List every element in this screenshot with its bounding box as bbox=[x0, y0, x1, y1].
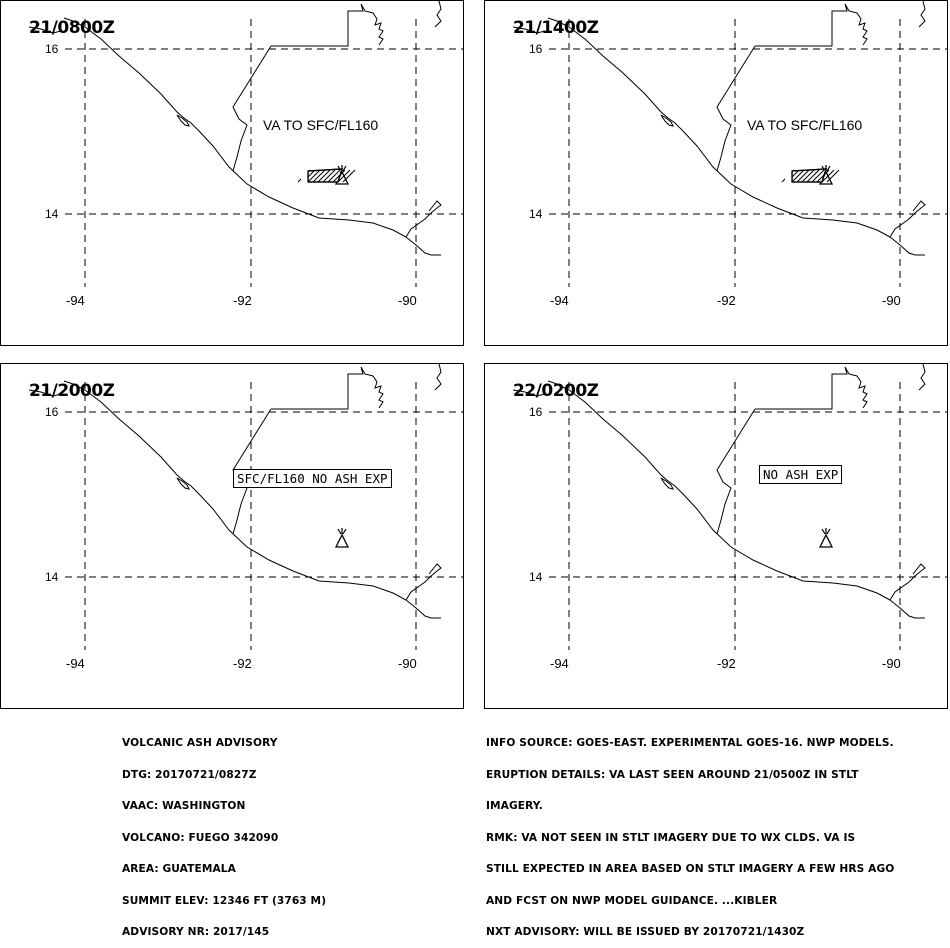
advisory-line: VOLCANIC ASH ADVISORY bbox=[122, 737, 278, 749]
advisory-line: VAAC: WASHINGTON bbox=[122, 800, 246, 812]
volcano-plume-icon bbox=[338, 528, 346, 534]
advisory-line: INFO SOURCE: GOES-EAST. EXPERIMENTAL GOES-16. NWP MODELS. bbox=[486, 737, 894, 749]
ash-note: VA TO SFC/FL160 bbox=[263, 117, 379, 133]
lat-label-16: 16 bbox=[45, 42, 59, 56]
map-panel-2 bbox=[484, 0, 948, 346]
map-panel-4 bbox=[484, 363, 948, 709]
panel-time-label: 21/1400Z bbox=[513, 18, 599, 38]
lat-label-14: 14 bbox=[529, 570, 543, 584]
advisory-left-text bbox=[122, 717, 326, 948]
map-panel-1 bbox=[0, 0, 464, 346]
advisory-line: AND FCST ON NWP MODEL GUIDANCE. ...KIBLER bbox=[486, 894, 778, 907]
coastline bbox=[64, 18, 441, 255]
country-border bbox=[890, 564, 925, 600]
advisory-line: RMK: VA NOT SEEN IN STLT IMAGERY DUE TO WX CLDS. VA IS bbox=[486, 831, 856, 844]
country-border bbox=[755, 4, 867, 46]
country-border bbox=[717, 46, 755, 171]
coastline bbox=[435, 1, 441, 27]
advisory-line: SUMMIT ELEV: 12346 FT (3763 M) bbox=[122, 894, 327, 907]
lat-label-16: 16 bbox=[529, 42, 543, 56]
advisory-line: AREA: GUATEMALA bbox=[122, 863, 236, 875]
lon-label-94: -94 bbox=[550, 293, 569, 308]
advisory-line: ERUPTION DETAILS: VA LAST SEEN AROUND 21/0500Z IN STLT bbox=[486, 768, 859, 781]
lon-label-92: -92 bbox=[233, 656, 252, 671]
volcano-icon bbox=[820, 535, 832, 547]
country-border bbox=[755, 367, 867, 409]
country-border bbox=[406, 564, 441, 600]
lon-label-90: -90 bbox=[882, 293, 901, 308]
country-border bbox=[890, 201, 925, 237]
lon-label-94: -94 bbox=[66, 656, 85, 671]
coastline bbox=[64, 381, 441, 618]
advisory-right-text bbox=[486, 717, 894, 948]
ash-clip bbox=[785, 166, 792, 186]
ash-hatch bbox=[343, 170, 355, 182]
ash-clip bbox=[301, 166, 308, 186]
coastline bbox=[435, 364, 441, 390]
advisory-line: NXT ADVISORY: WILL BE ISSUED BY 20170721/1430Z bbox=[486, 926, 805, 938]
lon-label-90: -90 bbox=[398, 656, 417, 671]
advisory-line: DTG: 20170721/0827Z bbox=[122, 768, 257, 781]
lon-label-92: -92 bbox=[233, 293, 252, 308]
advisory-line: IMAGERY. bbox=[486, 800, 543, 812]
no-ash-note: SFC/FL160 NO ASH EXP bbox=[233, 469, 392, 488]
country-border bbox=[717, 409, 755, 534]
advisory-line: STILL EXPECTED IN AREA BASED ON STLT IMAGERY A FEW HRS AGO bbox=[486, 863, 895, 875]
lon-label-90: -90 bbox=[398, 293, 417, 308]
country-border bbox=[406, 201, 441, 237]
lon-label-94: -94 bbox=[550, 656, 569, 671]
coastline bbox=[919, 364, 925, 390]
no-ash-note: NO ASH EXP bbox=[759, 465, 842, 484]
country-border bbox=[233, 46, 271, 171]
country-border bbox=[271, 367, 383, 409]
ash-hatch bbox=[827, 170, 839, 182]
advisory-line: VOLCANO: FUEGO 342090 bbox=[122, 831, 279, 844]
volcano-plume-icon bbox=[822, 528, 830, 534]
lat-label-14: 14 bbox=[45, 207, 59, 221]
lon-label-92: -92 bbox=[717, 656, 736, 671]
advisory-line: ADVISORY NR: 2017/145 bbox=[122, 926, 270, 938]
panel-time-label: 21/0800Z bbox=[29, 18, 115, 38]
panel-time-label: 22/0200Z bbox=[513, 381, 599, 401]
lat-label-16: 16 bbox=[45, 405, 59, 419]
panel-time-label: 21/2000Z bbox=[29, 381, 115, 401]
lat-label-14: 14 bbox=[529, 207, 543, 221]
coastline bbox=[548, 18, 925, 255]
lat-label-16: 16 bbox=[529, 405, 543, 419]
lon-label-92: -92 bbox=[717, 293, 736, 308]
ash-note: VA TO SFC/FL160 bbox=[747, 117, 863, 133]
lon-label-90: -90 bbox=[882, 656, 901, 671]
volcano-icon bbox=[336, 535, 348, 547]
coastline bbox=[548, 381, 925, 618]
country-border bbox=[271, 4, 383, 46]
lat-label-14: 14 bbox=[45, 570, 59, 584]
map-panel-3 bbox=[0, 363, 464, 709]
lon-label-94: -94 bbox=[66, 293, 85, 308]
coastline bbox=[919, 1, 925, 27]
